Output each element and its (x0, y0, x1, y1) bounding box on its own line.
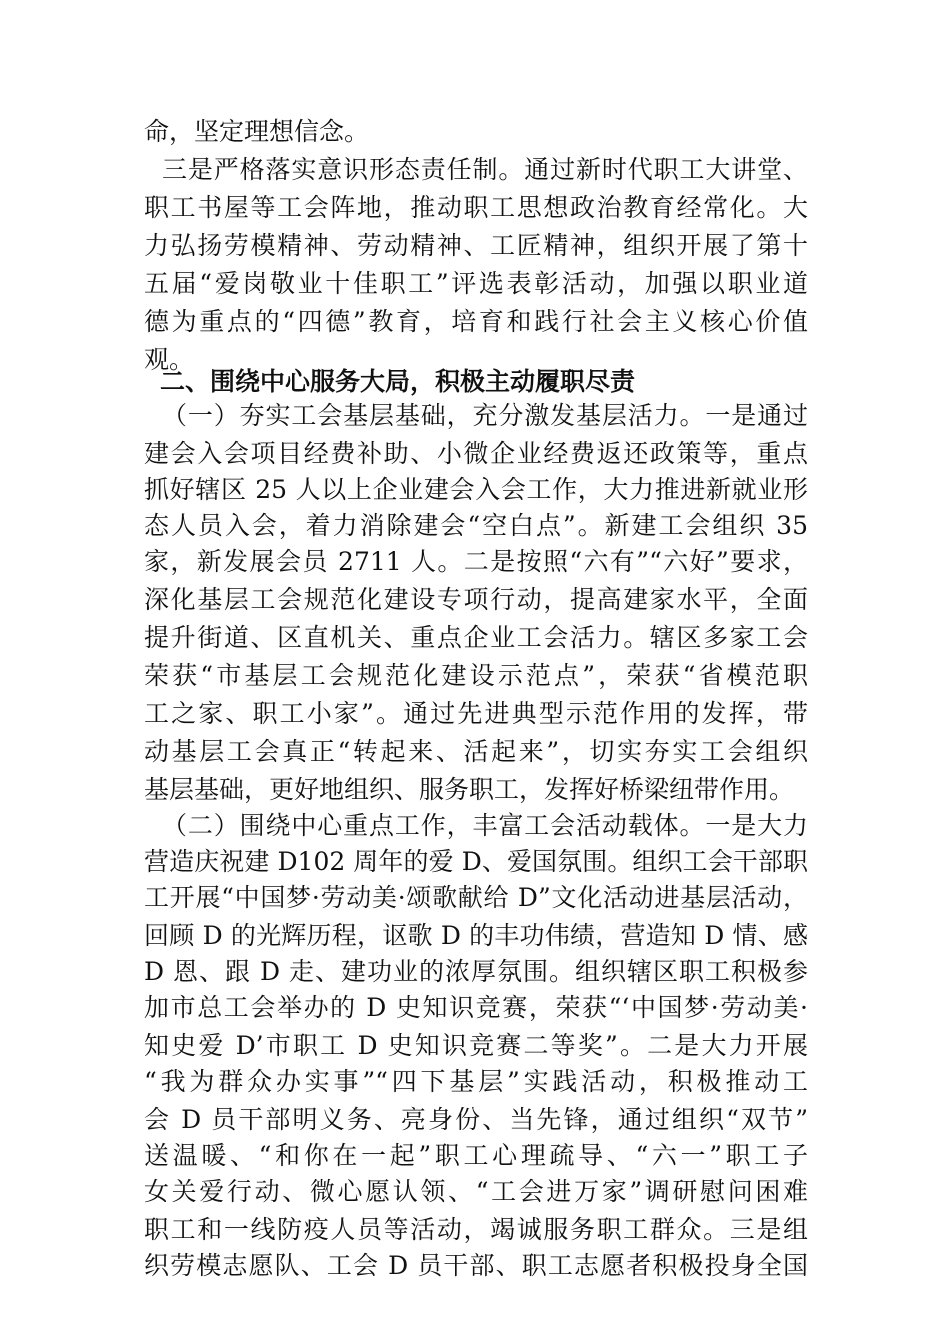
text-line: 营造庆祝建 D102 周年的爱 D、爱国氛围。组织工会干部职 (144, 847, 808, 876)
text-line: 动基层工会真正“转起来、活起来”，切实夯实工会组织 (144, 737, 808, 766)
text-line: D 恩、跟 D 走、建功业的浓厚氛围。组织辖区职工积极参 (144, 957, 808, 986)
text-line: 态人员入会，着力消除建会“空白点”。新建工会组织 35 (144, 511, 808, 540)
text-line: 送温暖、“和你在一起”职工心理疏导、“六一”职工子 (144, 1141, 808, 1170)
text-line: 加市总工会举办的 D 史知识竞赛，荣获“‘中国梦·劳动美· (144, 993, 808, 1022)
text-line: 职工书屋等工会阵地，推动职工思想政治教育经常化。大 (144, 193, 808, 222)
text-line: 回顾 D 的光辉历程，讴歌 D 的丰功伟绩，营造知 D 情、感 (144, 921, 808, 950)
text-line: 观。 (144, 345, 195, 374)
text-line: “我为群众办实事”“四下基层”实践活动，积极推动工 (144, 1067, 808, 1096)
text-line: 家，新发展会员 2711 人。二是按照“六有”“六好”要求， (144, 547, 808, 576)
text-line: 命，坚定理想信念。 (144, 117, 370, 146)
text-line: 知史爱 D’市职工 D 史知识竞赛二等奖”。二是大力开展 (144, 1031, 808, 1060)
text-line: 工开展“中国梦·劳动美·颂歌献给 D”文化活动进基层活动， (144, 883, 808, 912)
text-line: 工之家、职工小家”。通过先进典型示范作用的发挥，带 (144, 699, 808, 728)
text-line: 基层基础，更好地组织、服务职工，发挥好桥梁纽带作用。 (144, 775, 795, 804)
text-line: 提升街道、区直机关、重点企业工会活力。辖区多家工会 (144, 623, 808, 652)
text-line: 建会入会项目经费补助、小微企业经费返还政策等，重点 (144, 439, 808, 468)
paragraph-first-line: （一）夯实工会基层基础，充分激发基层活力。一是通过 (162, 401, 808, 430)
section-heading: 二、围绕中心服务大局，积极主动履职尽责 (160, 367, 636, 396)
text-line: 职工和一线防疫人员等活动，竭诚服务职工群众。三是组 (144, 1215, 808, 1244)
paragraph-first-line: 三是严格落实意识形态责任制。通过新时代职工大讲堂、 (162, 155, 808, 184)
text-line: 深化基层工会规范化建设专项行动，提高建家水平，全面 (144, 585, 808, 614)
text-line: 荣获“市基层工会规范化建设示范点”，荣获“省模范职 (144, 661, 808, 690)
text-line: 五届“爱岗敬业十佳职工”评选表彰活动，加强以职业道 (144, 269, 808, 298)
paragraph-first-line: （二）围绕中心重点工作，丰富工会活动载体。一是大力 (162, 811, 808, 840)
text-line: 女关爱行动、微心愿认领、“工会进万家”调研慰问困难 (144, 1177, 808, 1206)
text-line: 德为重点的“四德”教育，培育和践行社会主义核心价值 (144, 307, 808, 336)
text-line: 抓好辖区 25 人以上企业建会入会工作，大力推进新就业形 (144, 475, 808, 504)
text-line: 力弘扬劳模精神、劳动精神、工匠精神，组织开展了第十 (144, 231, 808, 260)
text-line: 会 D 员干部明义务、亮身份、当先锋，通过组织“双节” (144, 1105, 808, 1134)
text-line: 织劳模志愿队、工会 D 员干部、职工志愿者积极投身全国 (144, 1251, 808, 1280)
